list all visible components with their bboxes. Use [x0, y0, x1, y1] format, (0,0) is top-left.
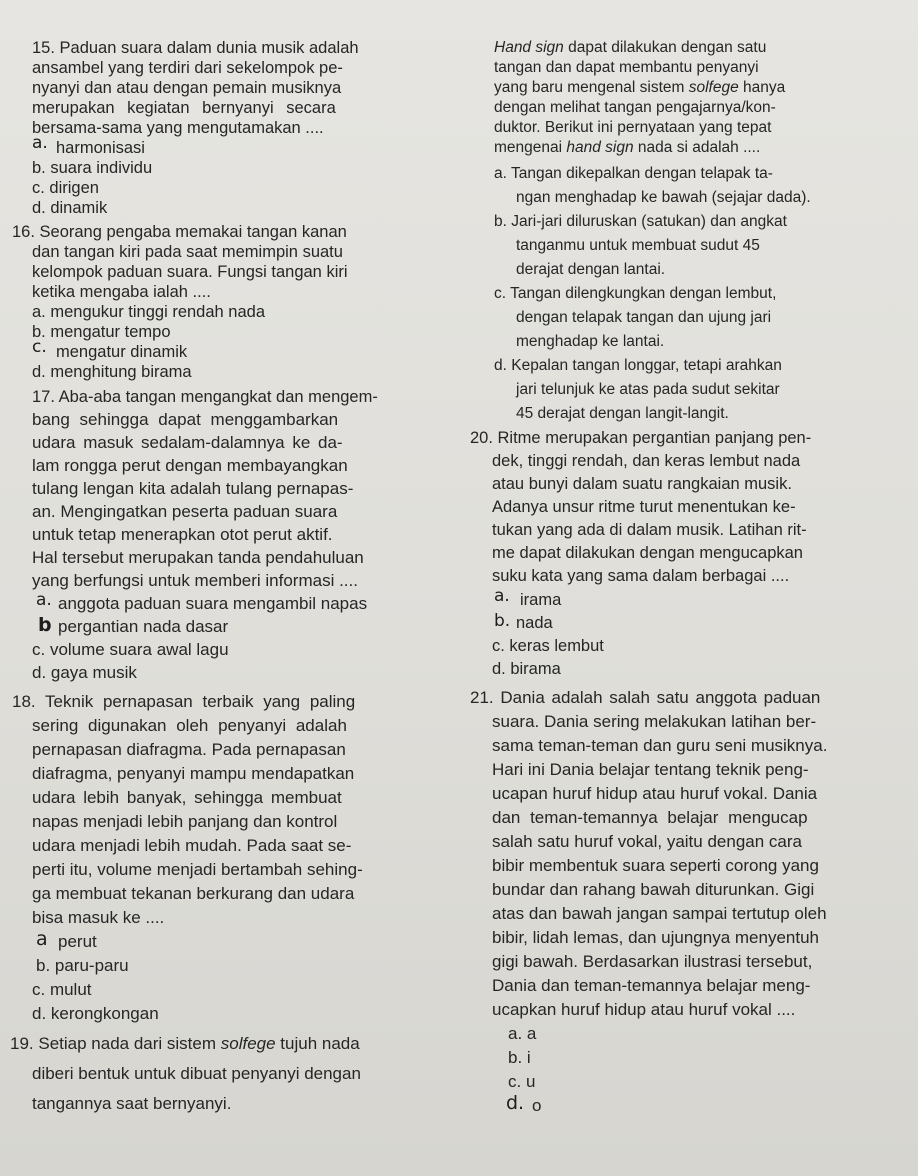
- q17-line: untuk tetap menerapkan otot perut aktif.: [32, 525, 333, 544]
- q17-line: tulang lengan kita adalah tulang pernapas-: [32, 479, 354, 498]
- q19-option-d-cont: jari telunjuk ke atas pada sudut sekitar: [516, 381, 780, 398]
- q21-line: Hari ini Dania belajar tentang teknik peng-: [492, 760, 809, 779]
- q19c-italic: solfege: [688, 79, 739, 96]
- q21-line: 21. Dania adalah salah satu anggota paduan: [470, 688, 821, 707]
- q16-option-d: d. menghitung birama: [32, 363, 192, 381]
- q17-option-a: anggota paduan suara mengambil napas: [58, 594, 368, 613]
- q19c-text: mengenai: [494, 139, 567, 156]
- q18-option-b: b. paru-paru: [36, 956, 129, 975]
- q19c-line: [494, 38, 766, 58]
- q17-line: yang berfungsi untuk memberi informasi ....: [32, 571, 358, 590]
- q19c-italic: hand sign: [566, 139, 634, 156]
- q16-option-c: mengatur dinamik: [56, 343, 188, 361]
- q19c-italic: Hand sign: [494, 39, 564, 56]
- q19-option-a-cont: ngan menghadap ke bawah (sejajar dada).: [516, 189, 811, 206]
- q21-line: atas dan bawah jangan sampai tertutup oleh: [492, 904, 827, 923]
- q15-line: 15. Paduan suara dalam dunia musik adalah: [32, 39, 359, 57]
- q15-line: nyanyi dan atau dengan pemain musiknya: [32, 79, 342, 97]
- q18-answer-mark: a: [36, 928, 48, 950]
- q19c-text: yang baru mengenal sistem: [494, 79, 689, 96]
- q17-answer-mark: a.: [36, 590, 52, 610]
- q16-line: ketika mengaba ialah ....: [32, 283, 211, 301]
- q18-option-a: perut: [58, 932, 97, 951]
- q18-line: diafragma, penyanyi mampu mendapatkan: [32, 764, 355, 783]
- q21-line: bibir membentuk suara seperti corong yang: [492, 856, 819, 875]
- q19c-line: tangan dan dapat membantu penyanyi: [494, 59, 759, 76]
- q19-line: diberi bentuk untuk dibuat penyanyi dengan: [32, 1064, 361, 1083]
- q19-option-b-cont: derajat dengan lantai.: [516, 261, 666, 278]
- q15-answer-mark: a.: [32, 133, 48, 153]
- q21-line: ucapkan huruf hidup atau huruf vokal ....: [492, 1000, 796, 1019]
- q20-option-c: c. keras lembut: [492, 637, 604, 655]
- q18-line: perti itu, volume menjadi bertambah sehing-: [32, 860, 363, 879]
- q19c-line: [494, 138, 760, 158]
- q15-option-a: harmonisasi: [56, 139, 145, 157]
- q18-line: pernapasan diafragma. Pada pernapasan: [32, 740, 346, 759]
- q17-option-c: c. volume suara awal lagu: [32, 640, 229, 659]
- q19-line: [10, 1034, 360, 1054]
- q21-line: Dania dan teman-temannya belajar meng-: [492, 976, 811, 995]
- q15-option-c: c. dirigen: [32, 179, 99, 197]
- q19-option-c-cont: menghadap ke lantai.: [516, 333, 665, 350]
- q19-option-a: a. Tangan dikepalkan dengan telapak ta-: [494, 165, 773, 182]
- q18-line: sering digunakan oleh penyanyi adalah: [32, 716, 347, 735]
- q19c-text: dapat dilakukan dengan satu: [563, 39, 767, 56]
- q21-option-c: c. u: [508, 1072, 536, 1091]
- q21-line: sama teman-teman dan guru seni musiknya.: [492, 736, 828, 755]
- q20-option-b: nada: [516, 614, 553, 632]
- q20-line: Adanya unsur ritme turut menentukan ke-: [492, 498, 796, 516]
- q17-line: Hal tersebut merupakan tanda pendahuluan: [32, 548, 364, 567]
- q20-line: dek, tinggi rendah, dan keras lembut nada: [492, 452, 801, 470]
- q20-line: suku kata yang sama dalam berbagai ....: [492, 567, 790, 585]
- q19-italic: solfege: [220, 1034, 276, 1053]
- q19-option-d: d. Kepalan tangan longgar, tetapi arahkan: [494, 357, 782, 374]
- q17-line: lam rongga perut dengan membayangkan: [32, 456, 348, 475]
- q19c-line: [494, 78, 785, 98]
- q18-line: ga membuat tekanan berkurang dan udara: [32, 884, 355, 903]
- q19c-text: nada si adalah ....: [633, 139, 761, 156]
- q17-line: bang sehingga dapat menggambarkan: [32, 410, 339, 429]
- q19-text: 19. Setiap nada dari sistem: [10, 1034, 221, 1053]
- q18-option-d: d. kerongkongan: [32, 1004, 159, 1023]
- q17-option-b: pergantian nada dasar: [58, 617, 229, 636]
- q20-line: 20. Ritme merupakan pergantian panjang pen-: [470, 429, 812, 447]
- q20-line: tukan yang ada di dalam musik. Latihan rit-: [492, 521, 807, 539]
- q21-line: ucapan huruf hidup atau huruf vokal. Dania: [492, 784, 818, 803]
- q19c-line: dengan melihat tangan pengajarnya/kon-: [494, 99, 776, 116]
- q20-line: me dapat dilakukan dengan mengucapkan: [492, 544, 803, 562]
- q19-option-c: c. Tangan dilengkungkan dengan lembut,: [494, 285, 777, 302]
- q19-text: tujuh nada: [275, 1034, 360, 1053]
- q17-answer-mark: b: [38, 614, 52, 636]
- q15-line: bersama-sama yang mengutamakan ....: [32, 119, 324, 137]
- q15-option-d: d. dinamik: [32, 199, 108, 217]
- q19c-line: duktor. Berikut ini pernyataan yang tepat: [494, 119, 772, 136]
- q16-line: 16. Seorang pengaba memakai tangan kanan: [12, 223, 347, 241]
- q16-line: dan tangan kiri pada saat memimpin suatu: [32, 243, 343, 261]
- q21-option-a: a. a: [508, 1024, 537, 1043]
- q19-option-c-cont: dengan telapak tangan dan ujung jari: [516, 309, 772, 326]
- q15-line: ansambel yang terdiri dari sekelompok pe-: [32, 59, 343, 77]
- q17-line: an. Mengingatkan peserta paduan suara: [32, 502, 338, 521]
- q17-line: udara masuk sedalam-dalamnya ke da-: [32, 433, 343, 452]
- q21-line: salah satu huruf vokal, yaitu dengan cara: [492, 832, 802, 851]
- q21-line: gigi bawah. Berdasarkan ilustrasi tersebut,: [492, 952, 813, 971]
- q15-option-b: b. suara individu: [32, 159, 153, 177]
- q16-option-a: a. mengukur tinggi rendah nada: [32, 303, 265, 321]
- q21-line: suara. Dania sering melakukan latihan ber-: [492, 712, 817, 731]
- q21-line: bibir, lidah lemas, dan ujungnya menyentuh: [492, 928, 819, 947]
- q17-line: 17. Aba-aba tangan mengangkat dan mengem-: [32, 388, 378, 406]
- q19-option-d-cont: 45 derajat dengan langit-langit.: [516, 405, 729, 422]
- q21-line: dan teman-temannya belajar mengucap: [492, 808, 808, 827]
- q20-line: atau bunyi dalam suatu rangkaian musik.: [492, 475, 792, 493]
- q19-option-b: b. Jari-jari diluruskan (satukan) dan angkat: [494, 213, 787, 230]
- q18-line: udara lebih banyak, sehingga membuat: [32, 788, 342, 807]
- q20-answer-mark: b.: [494, 611, 511, 631]
- q21-answer-mark: d.: [506, 1092, 525, 1114]
- q18-line: bisa masuk ke ....: [32, 908, 165, 927]
- q19c-text: hanya: [738, 79, 786, 96]
- q20-option-a: irama: [520, 591, 562, 609]
- q18-line: udara menjadi lebih mudah. Pada saat se-: [32, 836, 352, 855]
- q20-option-d: d. birama: [492, 660, 561, 678]
- q18-line: 18. Teknik pernapasan terbaik yang paling: [12, 692, 356, 711]
- q16-option-b: b. mengatur tempo: [32, 323, 171, 341]
- q16-line: kelompok paduan suara. Fungsi tangan kiri: [32, 263, 348, 281]
- q21-option-d: o: [532, 1096, 542, 1115]
- q17-option-d: d. gaya musik: [32, 663, 137, 682]
- q15-line: merupakan kegiatan bernyanyi secara: [32, 99, 336, 117]
- q21-option-b: b. i: [508, 1048, 531, 1067]
- q18-line: napas menjadi lebih panjang dan kontrol: [32, 812, 338, 831]
- q16-answer-mark: c.: [32, 337, 47, 357]
- q20-answer-mark: a.: [494, 586, 510, 606]
- q21-line: bundar dan rahang bawah diturunkan. Gigi: [492, 880, 815, 899]
- q18-option-c: c. mulut: [32, 980, 92, 999]
- q19-option-b-cont: tanganmu untuk membuat sudut 45: [516, 237, 760, 254]
- q19-line: tangannya saat bernyanyi.: [32, 1094, 232, 1113]
